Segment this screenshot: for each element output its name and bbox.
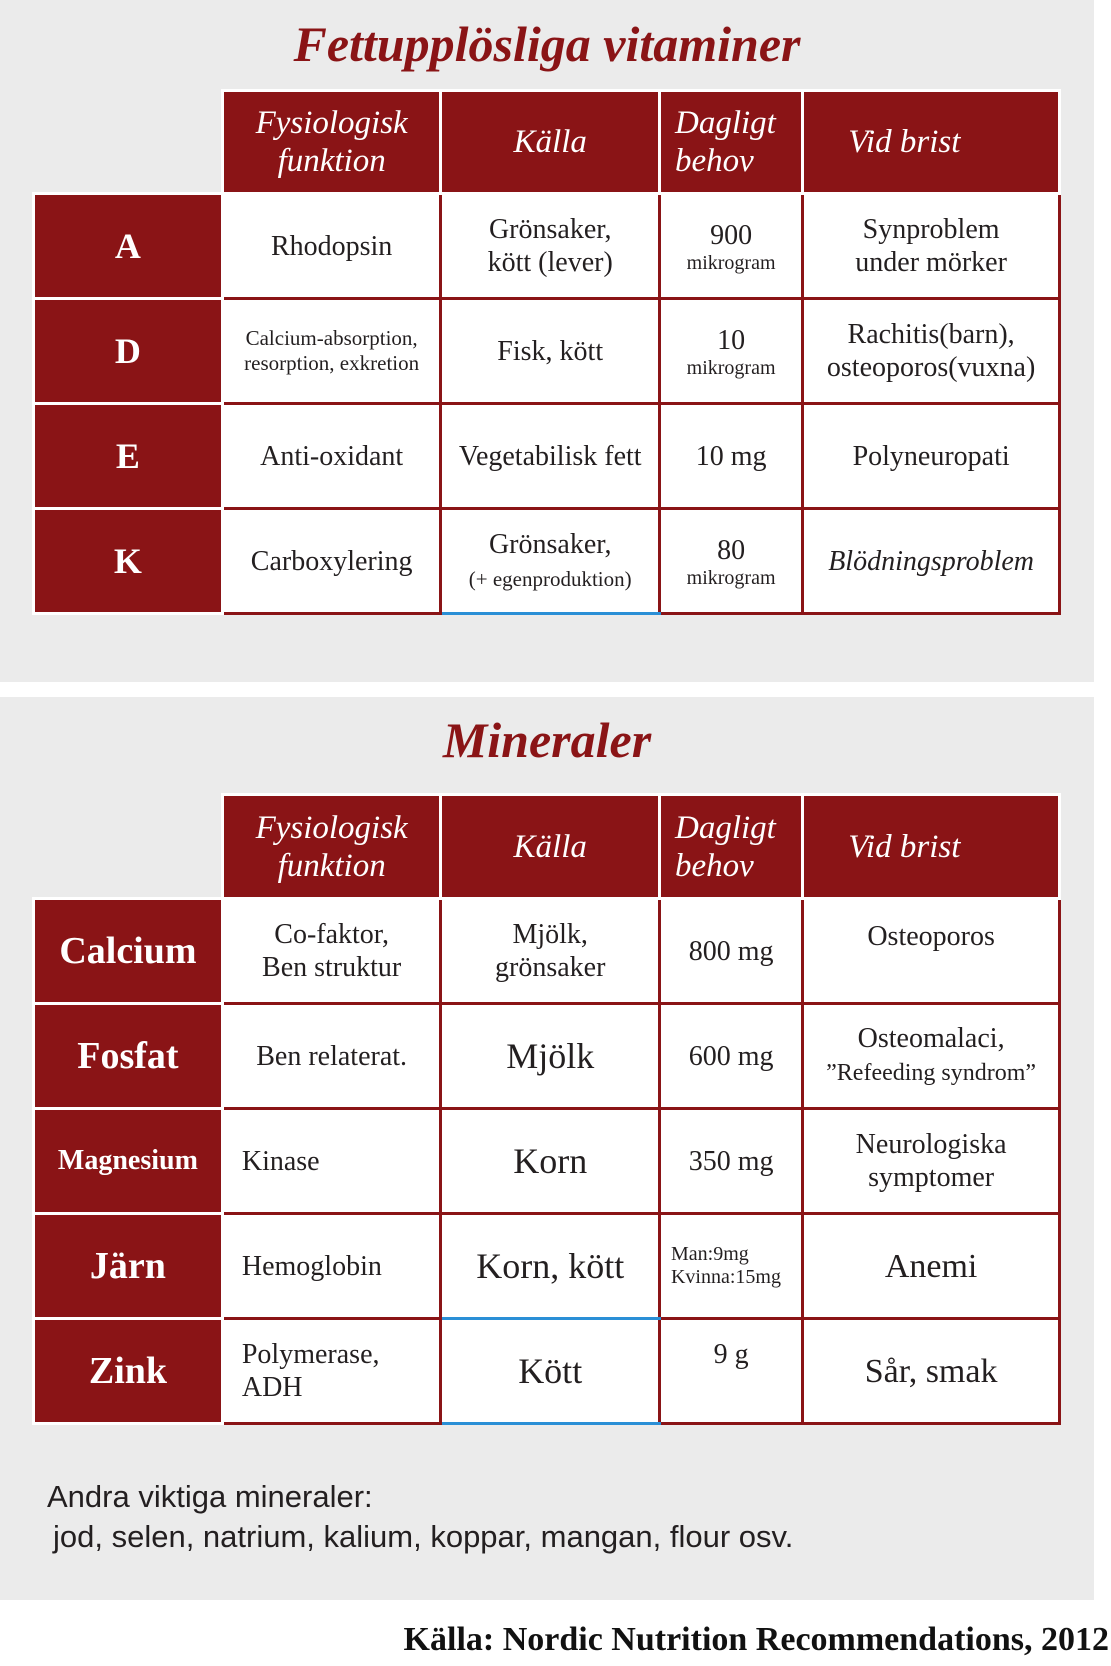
header-deficiency: Vid brist	[803, 795, 1060, 899]
cell-source: Kött	[441, 1319, 660, 1424]
table-row	[34, 1319, 1060, 1424]
cell-daily: 10 mikrogram	[659, 299, 802, 404]
cell-function: Ben relaterat.	[222, 1004, 441, 1109]
other-minerals-note	[47, 1477, 1047, 1557]
cell-source: Fisk, kött	[441, 299, 660, 404]
table-row	[34, 404, 1060, 509]
cell-deficiency: Rachitis(barn), osteoporos(vuxna)	[803, 299, 1060, 404]
vitamins-table	[32, 89, 1061, 615]
cell-function: Hemoglobin	[222, 1214, 441, 1319]
table-row	[34, 194, 1060, 299]
vitamins-header-row	[34, 91, 1060, 194]
minerals-table	[32, 793, 1061, 1425]
cell-source: Korn	[441, 1109, 660, 1214]
table-row	[34, 509, 1060, 614]
corner-cell	[34, 91, 223, 194]
cell-deficiency: Synproblem under mörker	[803, 194, 1060, 299]
cell-daily: 9 g	[659, 1319, 802, 1424]
minerals-header-row	[34, 795, 1060, 899]
header-function: Fysiologisk funktion	[222, 795, 441, 899]
source-credit: Källa: Nordic Nutrition Recommendations, 2012	[403, 1621, 1109, 1658]
row-label-calcium: Calcium	[34, 899, 223, 1004]
cell-source: Mjölk, grönsaker	[441, 899, 660, 1004]
minerals-title: Mineraler	[442, 712, 652, 768]
cell-function: Co-faktor, Ben struktur	[222, 899, 441, 1004]
table-row	[34, 1214, 1060, 1319]
cell-deficiency: Blödningsproblem	[803, 509, 1060, 614]
cell-source: Mjölk	[441, 1004, 660, 1109]
cell-deficiency: Osteomalaci, ”Refeeding syndrom”	[803, 1004, 1060, 1109]
cell-source: Vegetabilisk fett	[441, 404, 660, 509]
header-deficiency: Vid brist	[803, 91, 1060, 194]
cell-source: Korn, kött	[441, 1214, 660, 1319]
cell-daily: 600 mg	[659, 1004, 802, 1109]
header-daily: Dagligt behov	[659, 91, 802, 194]
cell-daily: 900 mikrogram	[659, 194, 802, 299]
cell-function: Polymerase, ADH	[222, 1319, 441, 1424]
cell-function: Kinase	[222, 1109, 441, 1214]
cell-deficiency: Neurologiska symptomer	[803, 1109, 1060, 1214]
cell-source: Grönsaker, kött (lever)	[441, 194, 660, 299]
cell-source: Grönsaker, (+ egenproduktion)	[441, 509, 660, 614]
row-label-jarn: Järn	[34, 1214, 223, 1319]
cell-function: Carboxylering	[222, 509, 441, 614]
table-row	[34, 1109, 1060, 1214]
header-source: Källa	[441, 91, 660, 194]
row-label-zink: Zink	[34, 1319, 223, 1424]
header-source: Källa	[441, 795, 660, 899]
cell-daily: 350 mg	[659, 1109, 802, 1214]
cell-deficiency: Polyneuropati	[803, 404, 1060, 509]
cell-daily: 80 mikrogram	[659, 509, 802, 614]
note-list: jod, selen, natrium, kalium, koppar, mangan, flour osv.	[53, 1519, 794, 1554]
row-label-fosfat: Fosfat	[34, 1004, 223, 1109]
cell-deficiency: Anemi	[803, 1214, 1060, 1319]
corner-cell	[34, 795, 223, 899]
cell-deficiency: Sår, smak	[803, 1319, 1060, 1424]
cell-function: Rhodopsin	[222, 194, 441, 299]
header-daily: Dagligt behov	[659, 795, 802, 899]
cell-deficiency: Osteoporos	[803, 899, 1060, 1004]
cell-function: Anti-oxidant	[222, 404, 441, 509]
cell-daily: 10 mg	[659, 404, 802, 509]
cell-daily: 800 mg	[659, 899, 802, 1004]
note-heading: Andra viktiga mineraler:	[47, 1479, 373, 1514]
cell-daily: Man:9mg Kvinna:15mg	[659, 1214, 802, 1319]
table-row	[34, 1004, 1060, 1109]
table-row	[34, 299, 1060, 404]
vitamins-title: Fettupplösliga vitaminer	[293, 16, 801, 72]
row-label-e: E	[34, 404, 223, 509]
table-row	[34, 899, 1060, 1004]
cell-function: Calcium-absorption, resorption, exkretion	[222, 299, 441, 404]
header-function: Fysiologisk funktion	[222, 91, 441, 194]
row-label-magnesium: Magnesium	[34, 1109, 223, 1214]
row-label-k: K	[34, 509, 223, 614]
row-label-d: D	[34, 299, 223, 404]
row-label-a: A	[34, 194, 223, 299]
